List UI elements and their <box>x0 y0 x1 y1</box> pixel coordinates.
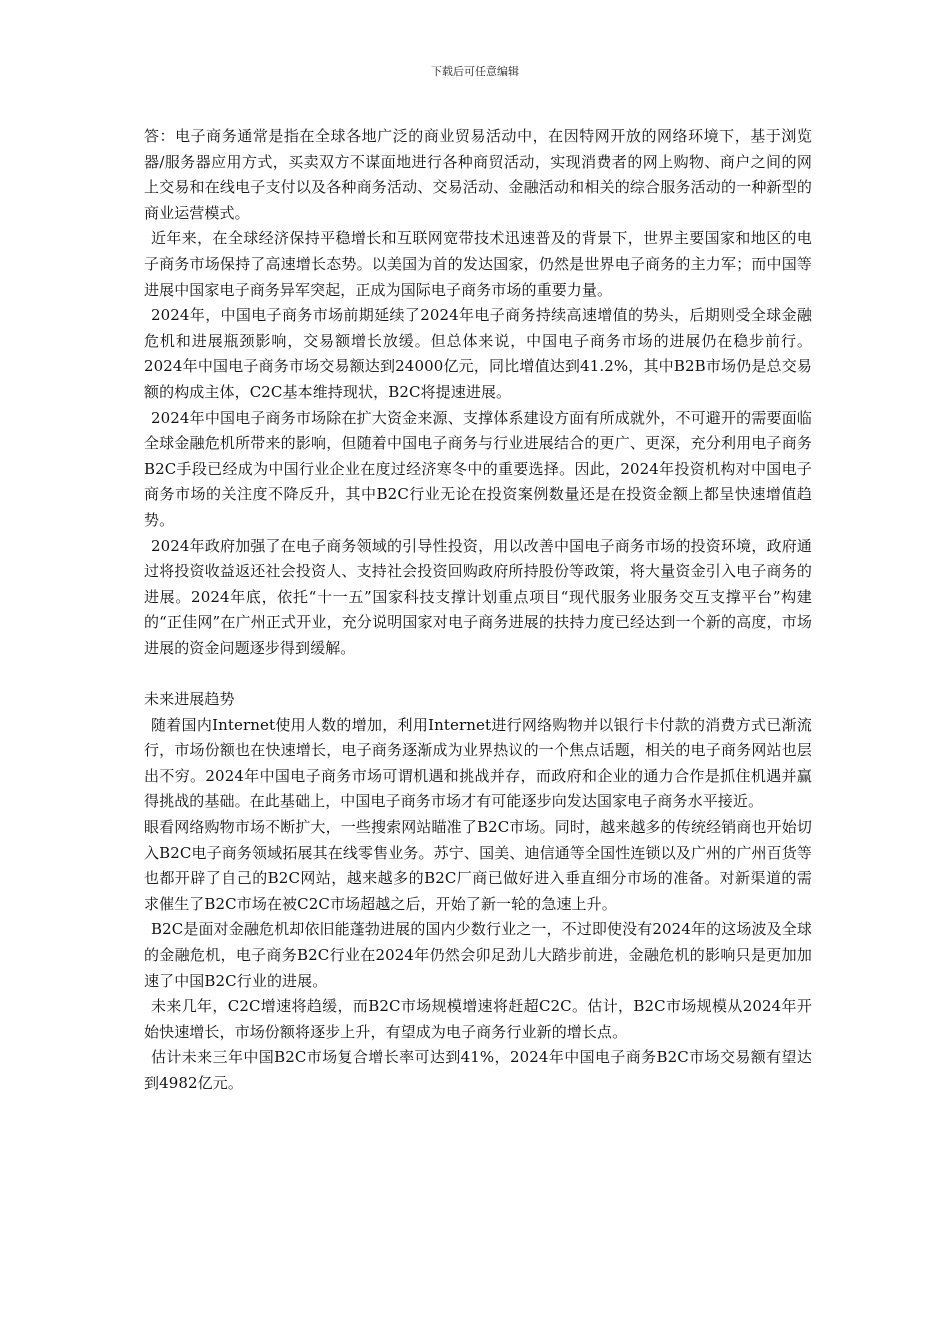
paragraph-future-years: 未来几年，C2C增速将趋缓，而B2C市场规模增速将赶超C2C。估计，B2C市场规模从2024年开始快速增长，市场份额将逐步上升，有望成为电子商务行业新的增长点。 <box>144 997 812 1041</box>
paragraph-gap <box>144 661 812 687</box>
paragraph-background: 近年来，在全球经济保持平稳增长和互联网宽带技术迅速普及的背景下，世界主要国家和地区的电子商务市场保持了高速增长态势。以美国为首的发达国家，仍然是世界电子商务的主力军；而中国等进展中国家电子商务异军突起，正成为国际电子商务市场的重要力量。 <box>144 229 812 299</box>
paragraph-forecast: 估计未来三年中国B2C市场复合增长率可达到41%，2024年中国电子商务B2C市场交易额有望达到4982亿元。 <box>144 1048 812 1092</box>
paragraph-internet-growth: 随着国内Internet使用人数的增加，利用Internet进行网络购物并以银行卡付款的消费方式已渐流行，市场份额也在快速增长，电子商务逐渐成为业界热议的一个焦点话题，相关的电子商务网站也层出不穷。2024年中国电子商务市场可谓机遇和挑战并存，而政府和企业的通力合作是抓住机遇并赢得挑战的基础。在此基础上，中国电子商务市场才有可能逐步向发达国家电子商务水平接近。 <box>144 715 812 811</box>
document-body <box>144 124 812 1097</box>
paragraph-answer: 答：电子商务通常是指在全球各地广泛的商业贸易活动中，在因特网开放的网络环境下，基于浏览器/服务器应用方式，买卖双方不谋面地进行各种商贸活动，实现消费者的网上购物、商户之间的网上交易和在线电子支付以及各种商务活动、交易活动、金融活动和相关的综合服务活动的一种新型的商业运营模式。 <box>144 127 812 222</box>
paragraph-b2c-entry: 眼看网络购物市场不断扩大，一些搜索网站瞄准了B2C市场。同时，越来越多的传统经销商也开始切入B2C电子商务领域拓展其在线零售业务。苏宁、国美、迪信通等全国性连锁以及广州的广州百货等也都开辟了自己的B2C网站，越来越多的B2C厂商已做好进入垂直细分市场的准备。对新渠道的需求催生了B2C市场在被C2C市场超越之后，开始了新一轮的急速上升。 <box>144 818 812 913</box>
paragraph-market-2024: 2024年，中国电子商务市场前期延续了2024年电子商务持续高速增值的势头，后期则受全球金融危机和进展瓶颈影响，交易额增长放缓。但总体来说，中国电子商务市场的进展仍在稳步前行。2024年中国电子商务市场交易额达到24000亿元，同比增值达到41.2%，其中B2B市场仍是总交易额的构成主体，C2C基本维持现状，B2C将提速进展。 <box>144 306 812 401</box>
header-note: 下载后可任意编辑 <box>431 65 519 78</box>
section-title: 未来进展趋势 <box>144 690 235 709</box>
paragraph-b2c-resilience: B2C是面对金融危机却依旧能蓬勃进展的国内少数行业之一，不过即使没有2024年的这场波及全球的金融危机，电子商务B2C行业在2024年仍然会卯足劲儿大踏步前进，金融危机的影响只是更加加速了中国B2C行业的进展。 <box>144 920 812 990</box>
paragraph-government: 2024年政府加强了在电子商务领域的引导性投资，用以改善中国电子商务市场的投资环境，政府通过将投资收益返还社会投资人、支持社会投资回购政府所持股份等政策，将大量资金引入电子商务的进展。2024年底，依托“十一五”国家科技支撑计划重点项目“现代服务业服务交互支撑平台”构建的“正佳网”在广州正式开业，充分说明国家对电子商务进展的扶持力度已经达到一个新的高度，市场进展的资金问题逐步得到缓解。 <box>144 536 812 657</box>
paragraph-investment: 2024年中国电子商务市场除在扩大资金来源、支撑体系建设方面有所成就外，不可避开的需要面临全球金融危机所带来的影响，但随着中国电子商务与行业进展结合的更广、更深，充分利用电子商务B2C手段已经成为中国行业企业在度过经济寒冬中的重要选择。因此，2024年投资机构对中国电子商务市场的关注度不降反升，其中B2C行业无论在投资案例数量还是在投资金额上都呈快速增值趋势。 <box>144 408 812 529</box>
